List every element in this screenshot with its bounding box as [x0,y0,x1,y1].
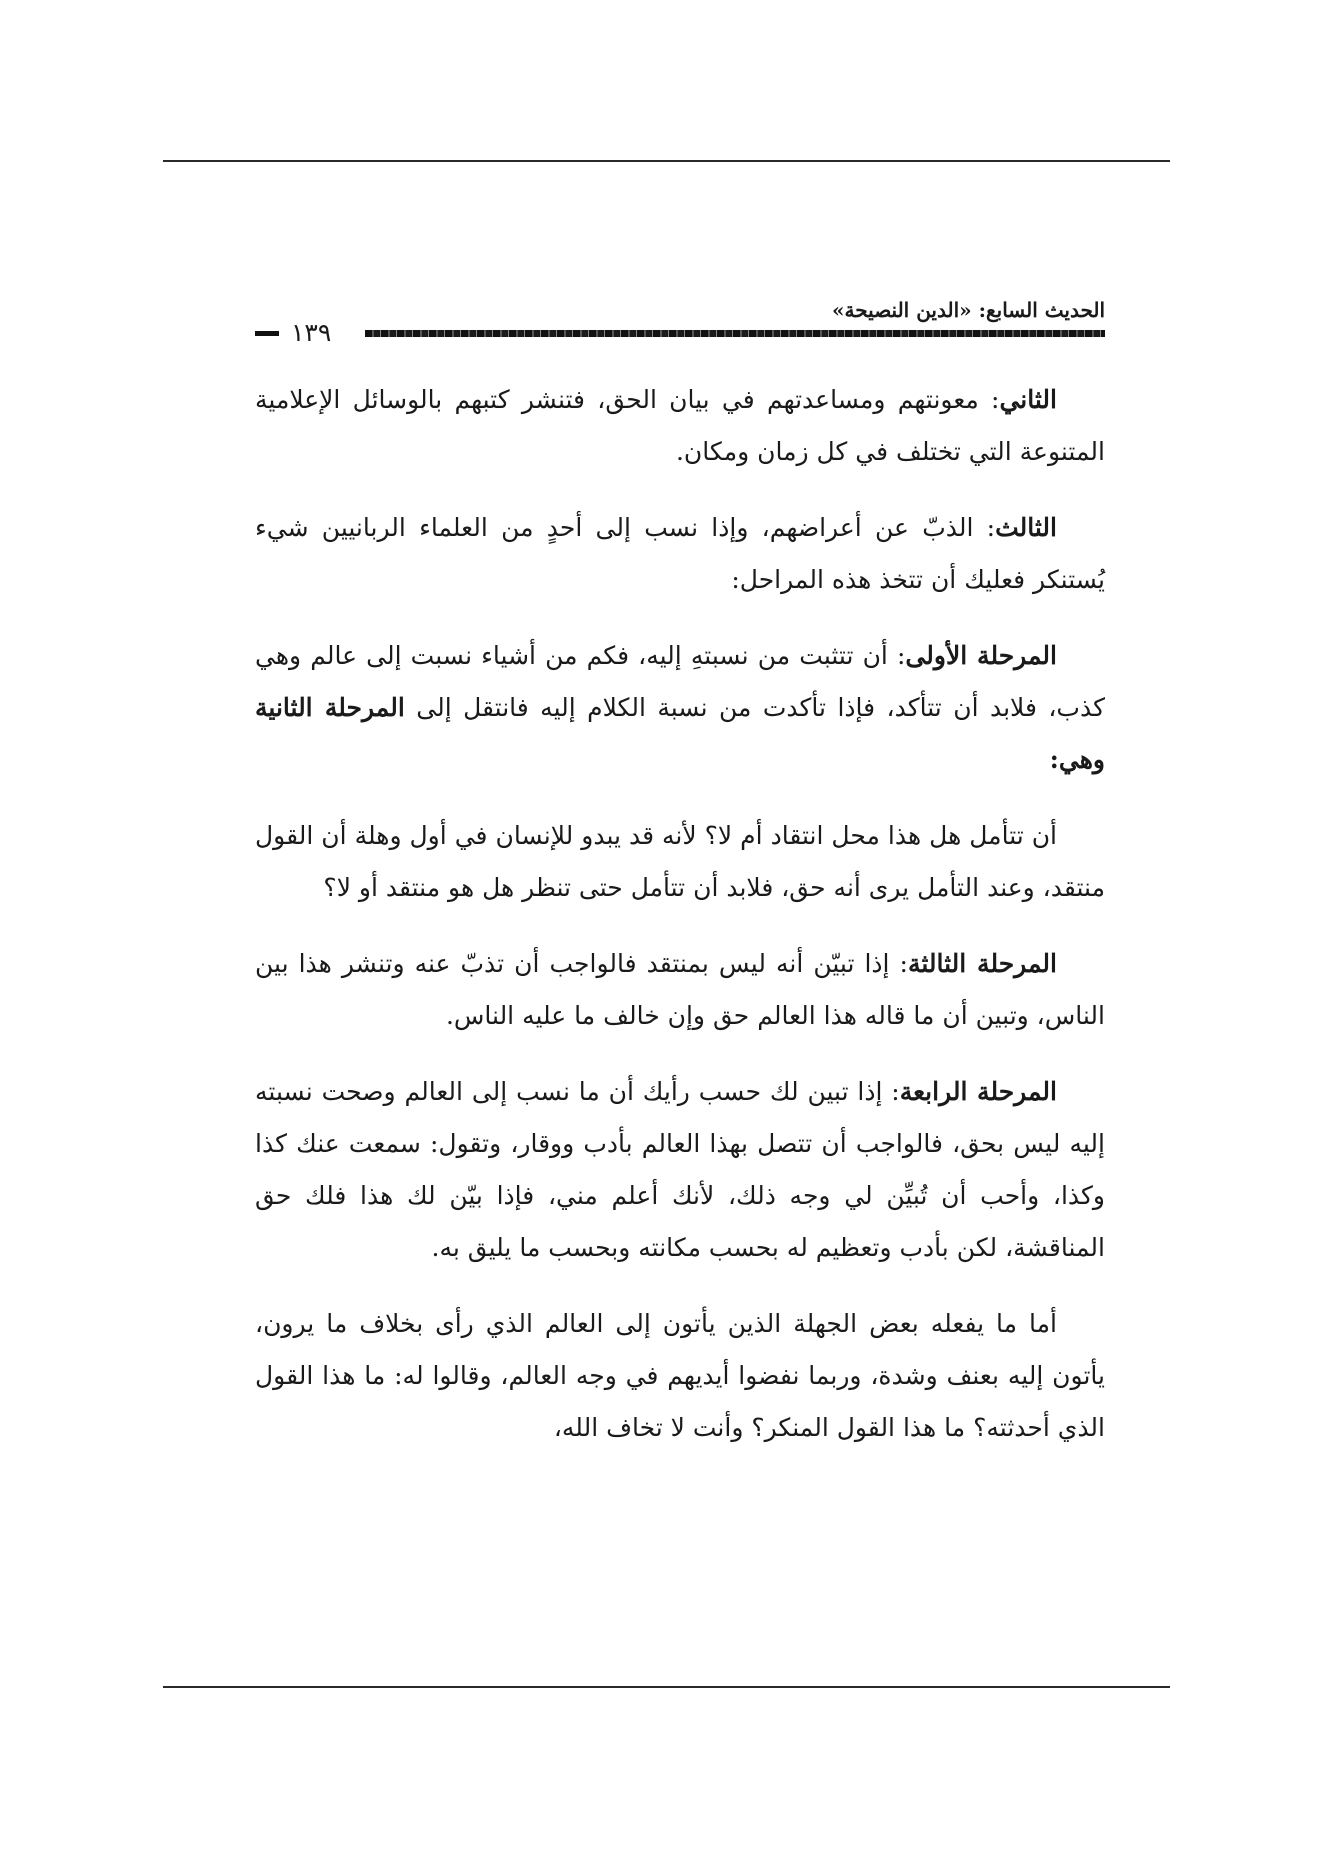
paragraph-second [255,374,1105,478]
paragraph-term: المرحلة الأولى [905,641,1057,670]
running-title: الحديث السابع: «الدين النصيحة» [832,298,1105,322]
paragraph-stage-four [255,1066,1105,1274]
paragraph-third [255,502,1105,606]
paragraph-text: : أن تتثبت من نسبتهِ إليه، فكم من أشياء نسبت إلى عالم وهي كذب، فلابد أن تتأكد، فإذا تأكدت من نسبة الكلام إليه فانتقل إلى [255,641,1105,722]
scan-top-rule [163,160,1170,162]
paragraph-stage-three [255,938,1105,1042]
running-header [255,290,1105,352]
header-dash [255,331,279,336]
paragraph-stage-one [255,630,1105,786]
paragraph-text: أما ما يفعله بعض الجهلة الذين يأتون إلى العالم الذي رأى بخلاف ما يرون، يأتون إليه بعنف وشدة، وربما نفضوا أيديهم في وجه العالم، وقالوا له: ما هذا القول الذي أحدثته؟ ما هذا القول المنكر؟ وأنت لا تخاف الله، [255,1309,1105,1442]
paragraph-text: : إذا تبين لك حسب رأيك أن ما نسب إلى العالم وصحت نسبته إليه ليس بحق، فالواجب أن تتصل بهذا العالم بأدب ووقار، وتقول: سمعت عنك كذا وكذا، وأحب أن تُبيِّن لي وجه ذلك، لأنك أعلم مني، فإذا بيّن لك هذا فلك حق المناقشة، لكن بأدب وتعظيم له بحسب مكانته وبحسب ما يليق به. [255,1077,1105,1262]
paragraph-text: : الذبّ عن أعراضهم، وإذا نسب إلى أحدٍ من العلماء الربانيين شيء يُستنكر فعليك أن تتخذ هذه المراحل: [255,513,1105,594]
paragraph-term: الثاني [999,385,1057,414]
scan-bottom-rule [163,1686,1170,1688]
paragraph-closing [255,1298,1105,1454]
header-rule [365,330,1105,337]
book-page [255,290,1105,1478]
page-number: ١٣٩ [283,320,339,345]
paragraph-term: المرحلة الثالثة [907,949,1057,978]
page-body [255,374,1105,1454]
paragraph-term: المرحلة الرابعة [899,1077,1057,1106]
paragraph-term: الثالث [995,513,1057,542]
paragraph-text: : إذا تبيّن أنه ليس بمنتقد فالواجب أن تذبّ عنه وتنشر هذا بين الناس، وتبين أن ما قاله هذا العالم حق وإن خالف ما عليه الناس. [255,949,1105,1030]
paragraph-text: : معونتهم ومساعدتهم في بيان الحق، فتنشر كتبهم بالوسائل الإعلامية المتنوعة التي تختلف في كل زمان ومكان. [255,385,1105,466]
paragraph-text: أن تتأمل هل هذا محل انتقاد أم لا؟ لأنه قد يبدو للإنسان في أول وهلة أن القول منتقد، وعند التأمل يرى أنه حق، فلابد أن تتأمل حتى تنظر هل هو منتقد أو لا؟ [255,821,1105,902]
paragraph-stage-two-body [255,810,1105,914]
paragraph-trailing-term: المرحلة الثانية وهي: [255,693,1105,774]
